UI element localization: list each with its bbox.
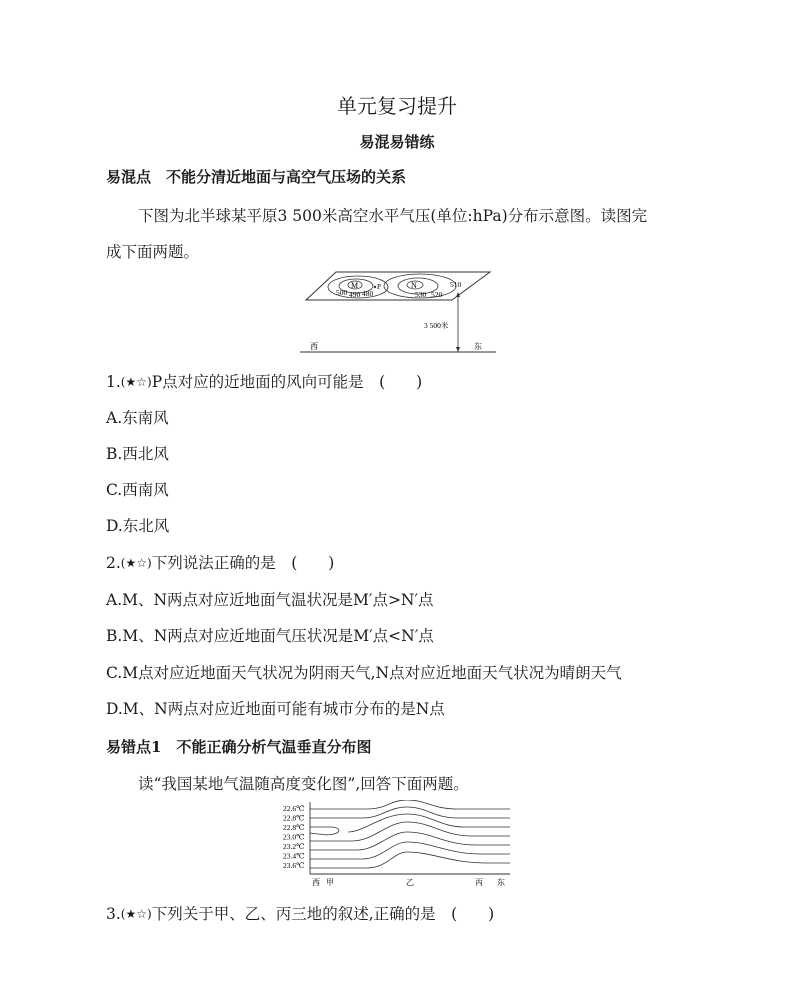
point-label-m: M: [351, 281, 359, 290]
intro-paragraph-line-1: 下图为北半球某平原3 500米高空水平气压(单位:hPa)分布示意图。读图完: [138, 207, 648, 225]
q2-option-a: A.M、N两点对应近地面气温状况是M′点>N′点: [106, 591, 434, 609]
temp-label: 23.0℃: [283, 832, 305, 842]
place-label-jia: 甲: [326, 878, 334, 887]
q1-option-d: D.东北风: [106, 517, 170, 535]
isotherm-closed-line: [310, 827, 339, 835]
difficulty-stars: (★☆): [120, 375, 152, 389]
west-label: 西: [310, 342, 318, 351]
question-stem: 下列说法正确的是 ( ): [151, 554, 335, 572]
place-label-yi: 乙: [406, 878, 414, 887]
document-subtitle: 易混易错练: [359, 133, 435, 151]
isotherm-line: [310, 800, 510, 809]
point-label-p: P: [377, 283, 381, 291]
isobar-label: 520: [431, 290, 443, 299]
question-stem: 下列关于甲、乙、丙三地的叙述,正确的是 ( ): [151, 905, 495, 923]
place-label-bing: 丙: [475, 878, 483, 887]
question-2: [106, 551, 334, 573]
temp-label: 23.2℃: [283, 842, 305, 851]
q1-option-c: C.西南风: [106, 481, 169, 499]
isobar-label: 530: [415, 290, 427, 299]
question-3: [106, 902, 494, 924]
isobar-label: 510: [450, 280, 462, 289]
temp-label: 22.8℃: [283, 823, 305, 832]
temp-label: 23.4℃: [283, 851, 305, 861]
document-title: 单元复习提升: [337, 94, 457, 118]
question-1: [106, 370, 422, 392]
temp-label: 23.6℃: [283, 861, 305, 870]
temp-label: 22.6℃: [283, 804, 305, 813]
isotherm-line: [310, 822, 510, 841]
west-label: 西: [312, 878, 320, 887]
isobar-label: 480: [362, 289, 374, 298]
q2-option-b: B.M、N两点对应近地面气压状况是M′点<N′点: [106, 627, 434, 645]
isotherm-line: [310, 842, 510, 859]
question-number: 3.: [106, 905, 121, 923]
isobar-label: 490: [349, 290, 361, 299]
point-label-n: N: [411, 281, 417, 290]
section-heading-1: 易混点 不能分清近地面与高空气压场的关系: [106, 168, 407, 186]
height-arrow-head-down: [456, 347, 460, 352]
temp-label: 22.8℃: [283, 813, 305, 823]
section-heading-2: 易错点1 不能正确分析气温垂直分布图: [106, 738, 372, 756]
question-number: 1.: [106, 373, 121, 391]
isotherm-line: [310, 852, 510, 868]
q2-option-c: C.M点对应近地面天气状况为阴雨天气,N点对应近地面天气状况为晴朗天气: [106, 664, 622, 682]
isobar-label: 500: [336, 288, 348, 297]
question-number: 2.: [106, 554, 121, 572]
intro-paragraph-line-2: 成下面两题。: [106, 243, 200, 261]
q1-option-b: B.西北风: [106, 445, 169, 463]
east-label: 东: [474, 342, 482, 351]
q1-option-a: A.东南风: [106, 409, 169, 427]
q2-option-d: D.M、N两点对应近地面可能有城市分布的是N点: [106, 700, 445, 718]
east-label: 东: [497, 878, 505, 887]
height-label: 3 500米: [424, 321, 449, 330]
difficulty-stars: (★☆): [120, 907, 152, 921]
difficulty-stars: (★☆): [120, 556, 152, 570]
intro-paragraph-2: 读“我国某地气温随高度变化图”,回答下面两题。: [138, 775, 469, 793]
question-stem: P点对应的近地面的风向可能是 ( ): [151, 373, 423, 391]
temperature-figure: [282, 800, 514, 890]
point-p-dot: [374, 286, 376, 288]
isobar-figure: [300, 268, 500, 358]
